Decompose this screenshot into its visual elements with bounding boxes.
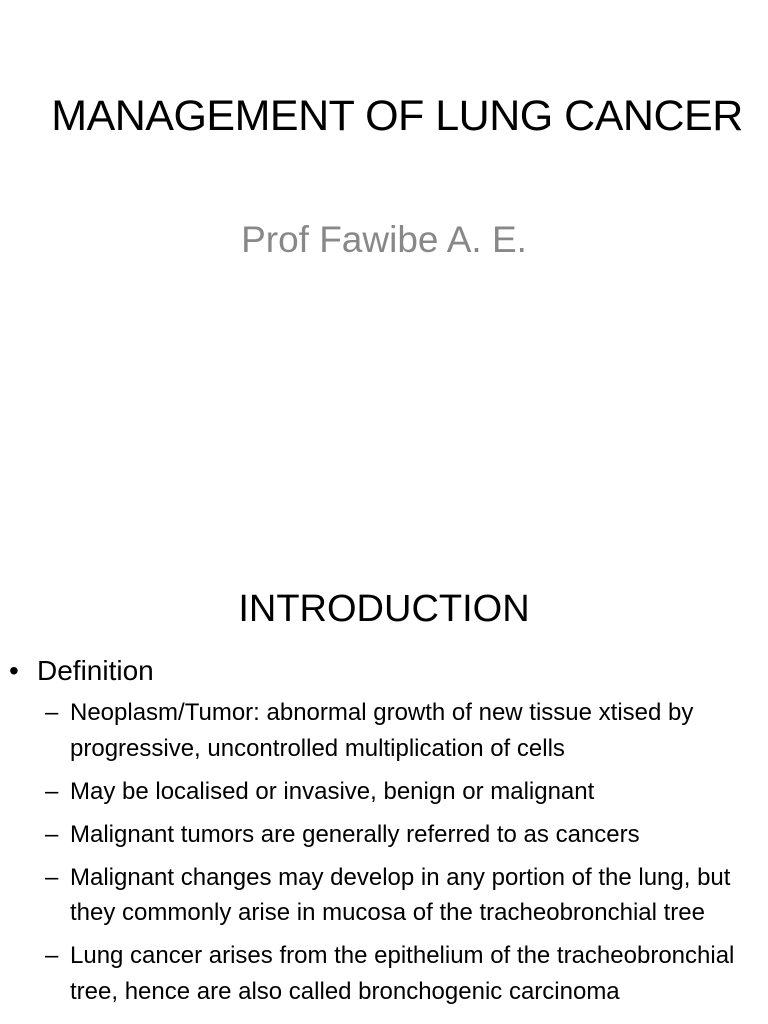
sub-bullet-malignant-changes [0,860,768,931]
introduction-slide [0,576,768,1024]
sub-bullet-text: May be localised or invasive, benign or malignant [70,777,595,805]
sub-bullet-malignant-tumors [0,817,768,853]
slide-body [0,652,768,1017]
sub-bullet-text: Malignant tumors are generally referred to as cancers [70,820,640,848]
definition-sublist [0,695,768,1009]
sub-bullet-text: Neoplasm/Tumor: abnormal growth of new tissue xtised by progressive, uncontrolled multiplication of cells [70,699,694,762]
slide-heading: INTRODUCTION [238,588,530,630]
dash-marker: – [45,820,59,848]
sub-bullet-neoplasm [0,695,768,766]
dash-marker: – [45,942,59,969]
sub-bullet-localised [0,774,768,810]
bullet-definition [0,652,768,690]
presenter-name: Prof Fawibe A. E. [241,219,527,260]
presentation-title: MANAGEMENT OF LUNG CANCER [51,92,743,140]
dash-marker: – [45,863,59,891]
dash-marker: – [45,699,59,726]
bullet-marker: • [9,655,19,686]
sub-bullet-text: Malignant changes may develop in any portion of the lung, but they commonly arise in mucosa of the tracheobronchial tree [70,863,731,926]
bullet-label: Definition [37,655,154,686]
sub-bullet-epithelium [0,938,768,1009]
dash-marker: – [45,777,59,805]
sub-bullet-text: Lung cancer arises from the epithelium of the tracheobronchial tree, hence are also called bronchogenic carcinoma [70,942,735,1005]
